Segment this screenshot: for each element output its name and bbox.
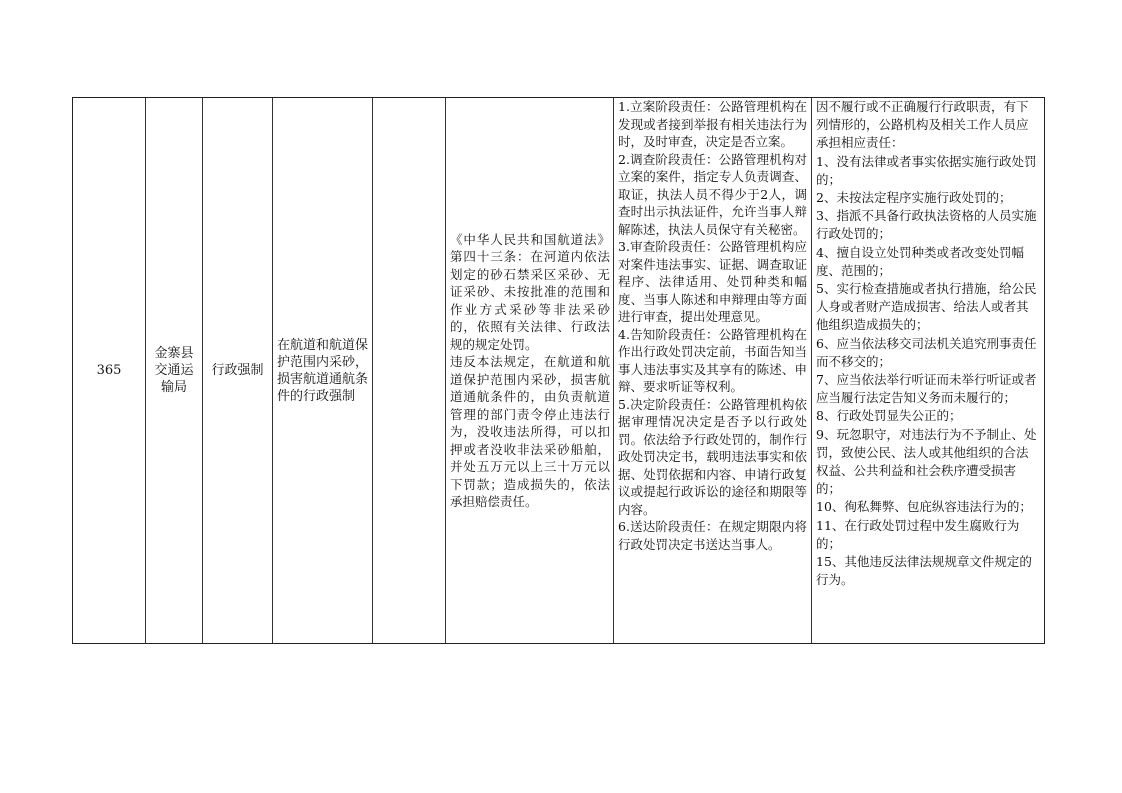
responsibility-item: 5.决定阶段责任：公路管理机构依据审理情况决定是否予以行政处罚。依法给予行政处罚的，制作行政处罚决定书，载明违法事实和依据、处罚依据和内容、申请行政复议或提起行政诉讼的途径和期限等内容。 [618,396,807,517]
power-type-cell [203,98,273,643]
legal-basis-cell [446,98,614,643]
liability-item: 3、指派不具备行政执法资格的人员实施行政处罚的； [816,208,1037,242]
item-name: 在航道和航道保护范围内采砂，损害航道通航条件的行政强制 [277,337,369,404]
responsibility-cell [614,98,812,643]
responsibility-item: 4.告知阶段责任：公路管理机构在作出行政处罚决定前，书面告知当事人违法事实及其享有的陈述、申辩、要求听证等权利。 [618,326,807,394]
legal-basis-paragraph: 违反本法规定，在航道和航道保护范围内采砂，损害航道通航条件的，由负责航道管理的部门责令停止违法行为，没收违法所得，可以扣押或者没收非法采砂船舶，并处五万元以上三十万元以下罚款；造成损失的，依法承担赔偿责任。 [450,354,610,509]
sub-item-cell [373,98,446,643]
power-type: 行政强制 [211,363,264,378]
legal-basis [446,231,613,511]
liability-item: 9、玩忽职守，对违法行为不予制止、处罚，致使公民、法人或其他组织的合法权益、公共利益和社会秩序遭受损害的； [816,426,1037,497]
liability-cell [812,98,1044,643]
responsibility-item: 6.送达阶段责任：在规定期限内将行政处罚决定书送达当事人。 [618,519,807,552]
liability-item: 8、行政处罚显失公正的； [816,408,962,424]
item-name-cell [273,98,373,643]
liability-item: 4、擅自设立处罚种类或者改变处罚幅度、范围的； [816,244,1024,278]
responsibility-list [614,98,811,553]
responsibility-item: 1.立案阶段责任：公路管理机构在发现或者接到举报有相关违法行为时，及时审查，决定是否立案。 [618,99,807,149]
serial-number: 365 [96,363,122,378]
responsibility-item: 2.调查阶段责任：公路管理机构对立案的案件，指定专人负责调查、取证，执法人员不得少于2人，调查时出示执法证件，允许当事人辩解陈述，执法人员保守有关秘密。 [618,151,807,237]
legal-basis-paragraph: 《中华人民共和国航道法》第四十三条：在河道内依法划定的砂石禁采区采砂、无证采砂、未按批准的范围和作业方式采砂等非法采砂的，依照有关法律、行政法规的规定处罚。 [450,231,610,352]
liability-item: 5、实行检查措施或者执行措施，给公民人身或者财产造成损害、给法人或者其他组织造成损失的； [816,281,1037,333]
department-name: 金寨县交通运输局 [154,346,194,395]
department-cell [146,98,203,643]
liability-intro: 因不履行或不正确履行行政职责，有下列情形的，公路机构及相关工作人员应承担相应责任： [816,99,1029,151]
liability-item: 1、没有法律或者事实依据实施行政处罚的； [816,153,1037,187]
liability-item: 10、徇私舞弊、包庇纵容违法行为的； [816,499,1032,515]
liability-item: 6、应当依法移交司法机关追究刑事责任而不移交的； [816,335,1037,369]
liability-item: 7、应当依法举行听证而未举行听证或者应当履行法定告知义务而未履行的； [816,372,1037,406]
responsibility-item: 3.审查阶段责任：公路管理机构应对案件违法事实、证据、调查取证程序、法律适用、处罚种类和幅度、当事人陈述和申辩理由等方面进行审查，提出处理意见。 [618,239,807,324]
liability-item: 2、未按法定程序实施行政处罚的； [816,190,1012,206]
liability-item: 15、其他违反法律法规规章文件规定的行为。 [816,554,1032,588]
power-list-table-row [72,97,1045,644]
liability-item: 11、在行政处罚过程中发生腐败行为的； [816,517,1020,551]
liability-list [812,98,1044,589]
serial-number-cell [73,98,146,643]
